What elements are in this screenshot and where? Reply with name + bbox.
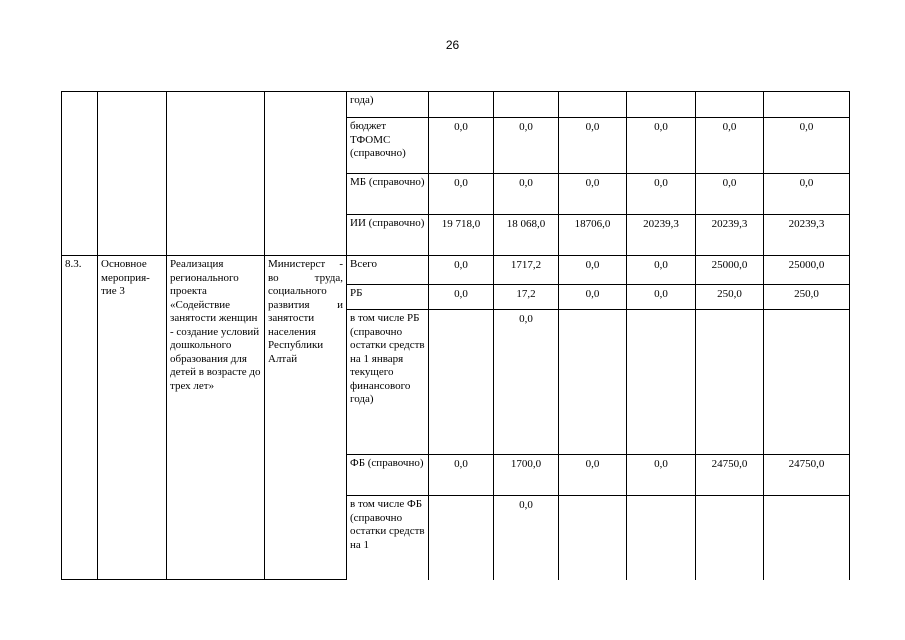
value-cell: 0,0 [627, 285, 696, 310]
value-cell [429, 92, 494, 118]
measure-number: 8.3. [62, 256, 98, 580]
value-cell: 0,0 [494, 174, 559, 215]
description-cell-empty [167, 92, 265, 256]
measure-description: Реализация регионального проекта «Содействие занятости женщин - создание условий дошкольного образования для детей в возрасте до трех лет» [167, 256, 265, 580]
value-cell [696, 310, 764, 455]
value-cell: 20239,3 [764, 215, 850, 256]
value-cell [429, 496, 494, 580]
funding-table [61, 91, 850, 580]
source-cell: в том числе ФБ (справочно остатки средств на 1 [347, 496, 429, 580]
value-cell [627, 92, 696, 118]
value-cell [494, 92, 559, 118]
value-cell: 0,0 [429, 174, 494, 215]
value-cell: 0,0 [559, 118, 627, 174]
value-cell: 20239,3 [696, 215, 764, 256]
table-row [62, 92, 850, 118]
value-cell: 0,0 [627, 118, 696, 174]
name-cell-empty [98, 92, 167, 256]
value-cell: 25000,0 [696, 256, 764, 285]
value-cell: 0,0 [429, 256, 494, 285]
value-cell: 0,0 [494, 496, 559, 580]
source-cell: РБ [347, 285, 429, 310]
value-cell: 0,0 [627, 455, 696, 496]
value-cell: 0,0 [559, 256, 627, 285]
value-cell: 0,0 [627, 174, 696, 215]
source-cell: Всего [347, 256, 429, 285]
value-cell: 18706,0 [559, 215, 627, 256]
value-cell: 1717,2 [494, 256, 559, 285]
value-cell: 250,0 [764, 285, 850, 310]
source-cell: ИИ (справочно) [347, 215, 429, 256]
value-cell: 17,2 [494, 285, 559, 310]
executor-cell-empty [265, 92, 347, 256]
value-cell: 24750,0 [764, 455, 850, 496]
value-cell [559, 92, 627, 118]
value-cell: 19 718,0 [429, 215, 494, 256]
value-cell: 0,0 [764, 118, 850, 174]
value-cell [764, 310, 850, 455]
value-cell: 0,0 [494, 310, 559, 455]
value-cell [764, 496, 850, 580]
value-cell [627, 496, 696, 580]
value-cell: 0,0 [429, 285, 494, 310]
value-cell: 0,0 [559, 285, 627, 310]
value-cell: 0,0 [627, 256, 696, 285]
value-cell [696, 92, 764, 118]
value-cell [764, 92, 850, 118]
page-number: 26 [445, 38, 460, 52]
source-cell: в том числе РБ (справочно остатки средств на 1 января текущего финансового года) [347, 310, 429, 455]
number-cell-empty [62, 92, 98, 256]
value-cell: 0,0 [429, 118, 494, 174]
value-cell: 0,0 [696, 118, 764, 174]
value-cell: 0,0 [696, 174, 764, 215]
value-cell: 0,0 [764, 174, 850, 215]
value-cell: 20239,3 [627, 215, 696, 256]
value-cell: 0,0 [559, 455, 627, 496]
value-cell [429, 310, 494, 455]
value-cell: 0,0 [559, 174, 627, 215]
value-cell: 25000,0 [764, 256, 850, 285]
value-cell: 250,0 [696, 285, 764, 310]
value-cell: 0,0 [429, 455, 494, 496]
table-row [62, 256, 850, 285]
value-cell: 18 068,0 [494, 215, 559, 256]
value-cell: 24750,0 [696, 455, 764, 496]
value-cell [559, 310, 627, 455]
source-cell: года) [347, 92, 429, 118]
source-cell: МБ (справочно) [347, 174, 429, 215]
value-cell [559, 496, 627, 580]
value-cell: 0,0 [494, 118, 559, 174]
value-cell: 1700,0 [494, 455, 559, 496]
source-cell: бюджет ТФОМС (справочно) [347, 118, 429, 174]
value-cell [627, 310, 696, 455]
measure-executor: Министерст - во труда, социального развития и занятости населения Республики Алтай [265, 256, 347, 580]
value-cell [696, 496, 764, 580]
source-cell: ФБ (справочно) [347, 455, 429, 496]
measure-name: Основное мероприя-тие 3 [98, 256, 167, 580]
